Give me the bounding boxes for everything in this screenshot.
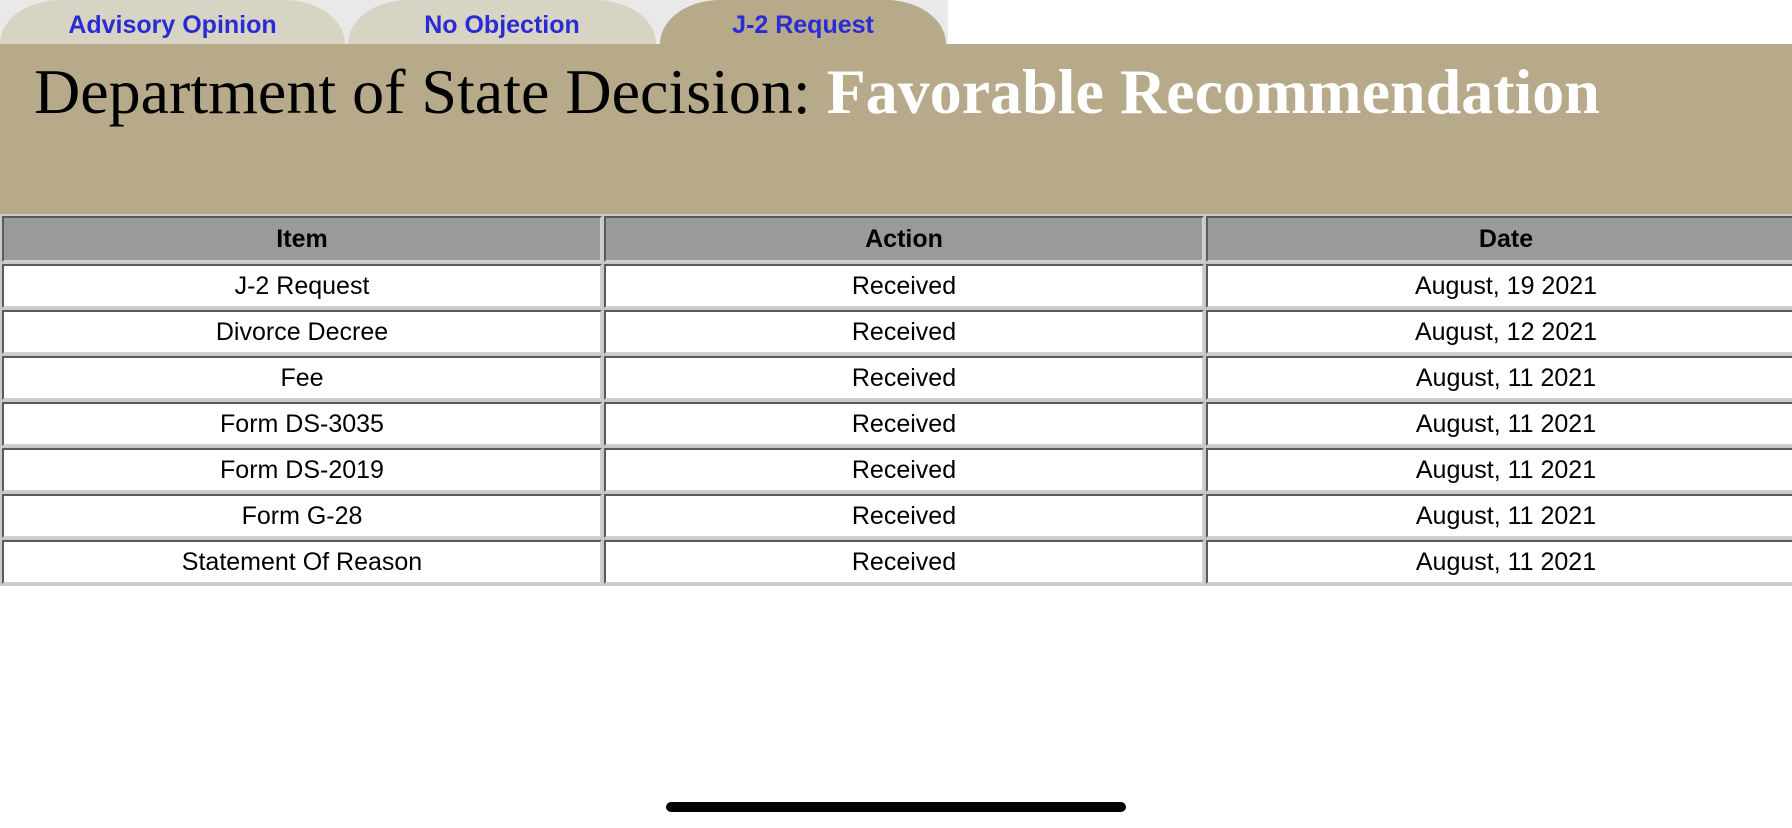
cell-item: Form G-28 [2, 494, 602, 538]
status-table [0, 214, 1792, 586]
table-header-row [2, 216, 1792, 262]
table-row [2, 264, 1792, 308]
decision-banner [0, 44, 1792, 214]
cell-action: Received [604, 264, 1204, 308]
decision-label: Department of State Decision: [34, 56, 827, 127]
cell-item: Form DS-3035 [2, 402, 602, 446]
cell-date: August, 12 2021 [1206, 310, 1792, 354]
table-row [2, 356, 1792, 400]
cell-item: Statement Of Reason [2, 540, 602, 584]
page-title [34, 54, 1600, 131]
cell-date: August, 11 2021 [1206, 540, 1792, 584]
table-row [2, 540, 1792, 584]
cell-date: August, 11 2021 [1206, 494, 1792, 538]
table-row [2, 310, 1792, 354]
table-row [2, 448, 1792, 492]
cell-action: Received [604, 448, 1204, 492]
cell-item: Form DS-2019 [2, 448, 602, 492]
cell-action: Received [604, 310, 1204, 354]
home-indicator[interactable] [666, 802, 1126, 812]
cell-item: Fee [2, 356, 602, 400]
table-row [2, 402, 1792, 446]
column-header-date: Date [1206, 216, 1792, 262]
cell-action: Received [604, 402, 1204, 446]
column-header-action: Action [604, 216, 1204, 262]
cell-date: August, 19 2021 [1206, 264, 1792, 308]
cell-item: Divorce Decree [2, 310, 602, 354]
cell-date: August, 11 2021 [1206, 448, 1792, 492]
cell-date: August, 11 2021 [1206, 402, 1792, 446]
tab-no-objection[interactable]: No Objection [348, 0, 656, 44]
cell-date: August, 11 2021 [1206, 356, 1792, 400]
tab-j2-request[interactable]: J-2 Request [660, 0, 946, 44]
decision-value: Favorable Recommendation [826, 56, 1600, 127]
tab-advisory-opinion[interactable]: Advisory Opinion [0, 0, 345, 44]
cell-action: Received [604, 356, 1204, 400]
table-row [2, 494, 1792, 538]
column-header-item: Item [2, 216, 602, 262]
cell-action: Received [604, 494, 1204, 538]
cell-action: Received [604, 540, 1204, 584]
tab-bar [0, 0, 948, 44]
cell-item: J-2 Request [2, 264, 602, 308]
